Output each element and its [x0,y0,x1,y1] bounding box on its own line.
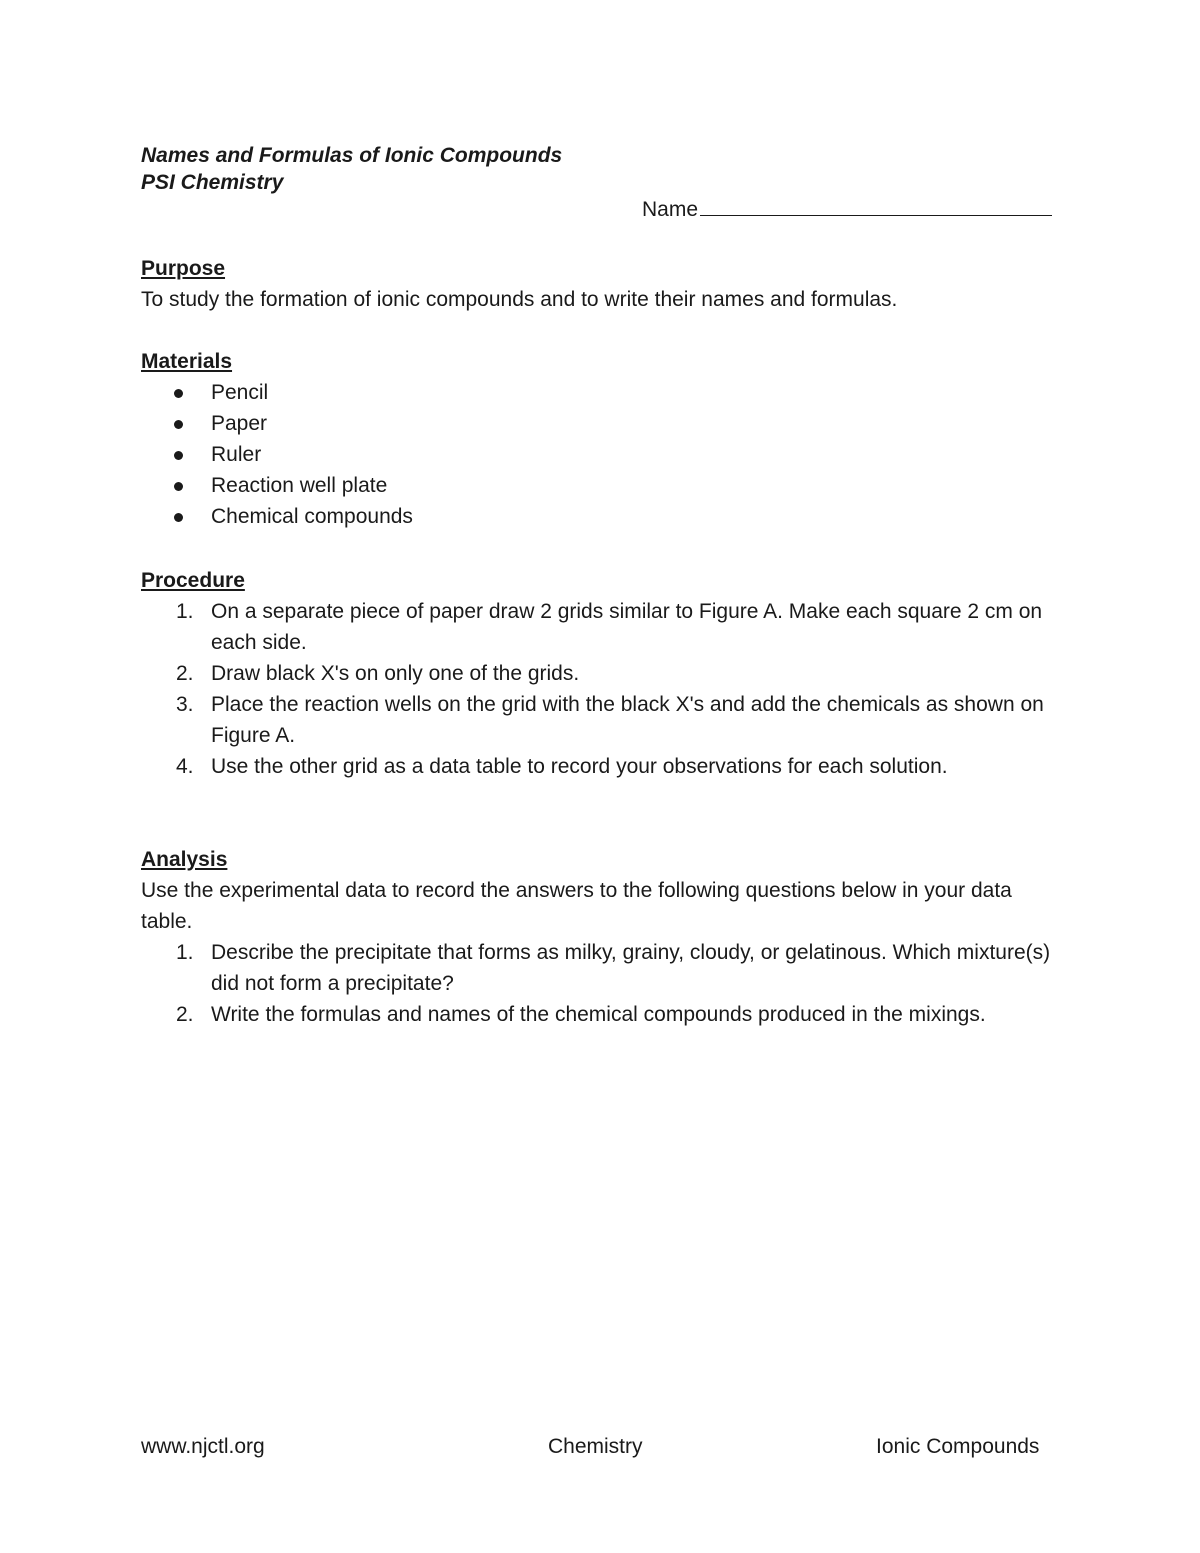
material-label: Pencil [211,381,269,404]
bullet-icon [174,451,183,460]
bullet-icon [174,513,183,522]
step-text: Draw black X's on only one of the grids. [211,662,580,685]
materials-heading: Materials [141,350,233,373]
procedure-heading: Procedure [141,569,245,592]
materials-section [141,346,1061,532]
step-text: On a separate piece of paper draw 2 grids similar to Figure A. Make each square 2 cm on each side. [211,600,1043,654]
step-text: Use the other grid as a data table to record your observations for each solution. [211,755,948,778]
name-blank-line[interactable] [700,196,1052,216]
purpose-section [141,253,1061,315]
list-item [141,377,1061,408]
list-item [141,658,1061,689]
name-label: Name [642,198,699,221]
bullet-icon [174,389,183,398]
list-item [141,999,1061,1030]
material-label: Reaction well plate [211,474,388,497]
procedure-section [141,565,1061,782]
title-block [141,142,562,196]
analysis-heading: Analysis [141,848,228,871]
list-item [141,751,1061,782]
purpose-text: To study the formation of ionic compounds and to write their names and formulas. [141,288,898,311]
footer-subject: Chemistry [548,1435,643,1458]
list-item [141,501,1061,532]
footer-website: www.njctl.org [141,1435,265,1458]
material-label: Ruler [211,443,262,466]
step-number: 1. [176,600,194,623]
bullet-icon [174,420,183,429]
analysis-list [141,937,1061,1030]
step-number: 4. [176,755,194,778]
question-text: Write the formulas and names of the chemical compounds produced in the mixings. [211,1003,986,1026]
question-text: Describe the precipitate that forms as milky, grainy, cloudy, or gelatinous. Which mixture(s) did not form a precipitate? [211,941,1051,995]
analysis-section [141,844,1061,1030]
step-number: 3. [176,693,194,716]
list-item [141,470,1061,501]
material-label: Chemical compounds [211,505,413,528]
procedure-list [141,596,1061,782]
material-label: Paper [211,412,268,435]
list-item [141,408,1061,439]
list-item [141,439,1061,470]
question-number: 1. [176,941,194,964]
step-text: Place the reaction wells on the grid with the black X's and add the chemicals as shown on Figure A. [211,693,1044,747]
analysis-intro: Use the experimental data to record the answers to the following questions below in your data table. [141,879,1012,933]
document-title: Names and Formulas of Ionic Compounds [141,144,563,167]
question-number: 2. [176,1003,194,1026]
document-subtitle: PSI Chemistry [141,171,284,194]
step-number: 2. [176,662,194,685]
purpose-heading: Purpose [141,257,226,280]
list-item [141,937,1061,999]
list-item [141,689,1061,751]
footer-topic: Ionic Compounds [876,1435,1040,1458]
bullet-icon [174,482,183,491]
list-item [141,596,1061,658]
materials-list [141,377,1061,532]
name-field[interactable] [642,196,1062,223]
